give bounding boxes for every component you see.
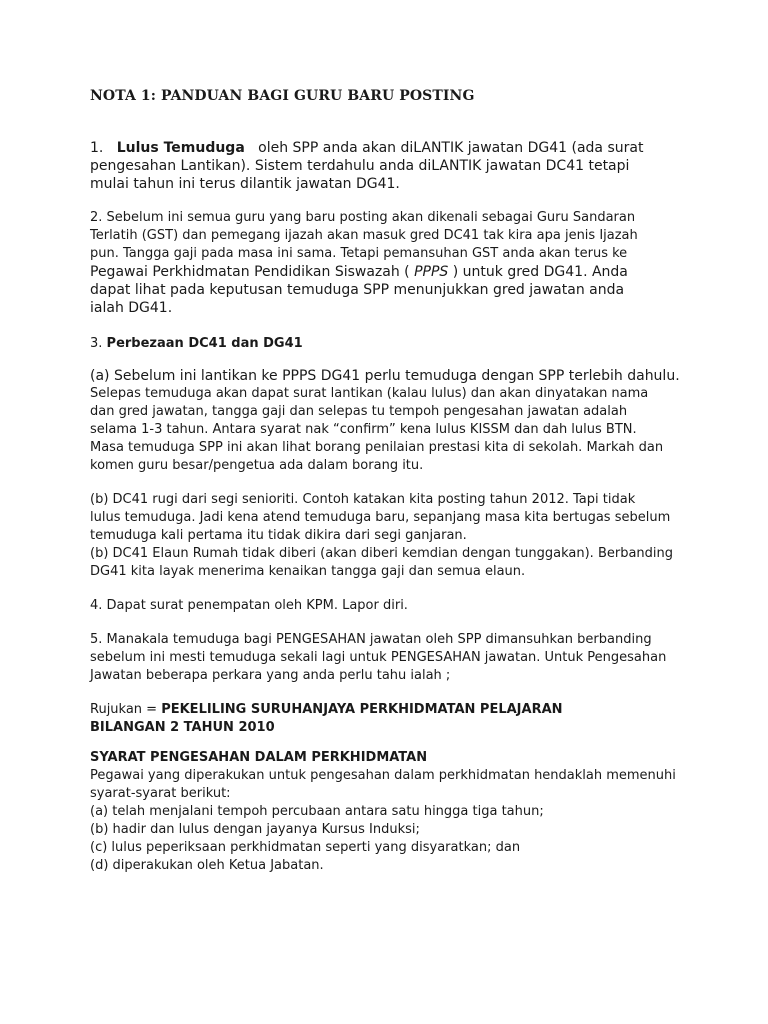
ppps-abbrev: PPPS — [414, 264, 449, 280]
document-page — [90, 88, 690, 875]
rujukan-title-line1: PEKELILING SURUHANJAYA PERKHIDMATAN PELAJARAN — [161, 702, 563, 717]
syarat-intro-line: syarat-syarat berikut: — [90, 786, 231, 801]
rujukan-prefix: Rujukan = — [90, 702, 162, 717]
section-2-line: Pegawai Perkhidmatan Pendidikan Siswazah ( PPPS ) untuk gred DG41. Anda — [90, 264, 628, 280]
rujukan — [90, 701, 690, 737]
syarat-item: (c) lulus peperiksaan perkhidmatan seperti yang disyaratkan; dan — [90, 840, 521, 855]
syarat-item: (d) diperakukan oleh Ketua Jabatan. — [90, 858, 324, 873]
syarat-item: (a) telah menjalani tempoh percubaan antara satu hingga tiga tahun; — [90, 804, 544, 819]
syarat-item: (b) hadir dan lulus dengan jayanya Kursus Induksi; — [90, 822, 420, 837]
section-1-text-b: pengesahan Lantikan). Sistem terdahulu anda diLANTIK jawatan DC41 tetapi — [90, 158, 630, 174]
section-1 — [90, 139, 690, 193]
section-3a-line: Selepas temuduga akan dapat surat lantikan (kalau lulus) dan akan dinyatakan nama — [90, 386, 649, 401]
section-5-line: Jawatan beberapa perkara yang anda perlu tahu ialah ; — [90, 668, 451, 683]
section-3a-line: komen guru besar/pengetua ada dalam borang itu. — [90, 458, 424, 473]
section-3b-line: lulus temuduga. Jadi kena atend temuduga baru, sepanjang masa kita bertugas sebelum — [90, 510, 671, 525]
section-3a — [90, 367, 690, 475]
section-1-text-c: mulai tahun ini terus dilantik jawatan DG41. — [90, 176, 400, 192]
section-3b-line: (b) DC41 rugi dari segi senioriti. Contoh katakan kita posting tahun 2012. Tapi tidak — [90, 492, 636, 507]
section-5-line: sebelum ini mesti temuduga sekali lagi untuk PENGESAHAN jawatan. Untuk Pengesahan — [90, 650, 667, 665]
section-3a-line: Masa temuduga SPP ini akan lihat borang penilaian prestasi kita di sekolah. Markah dan — [90, 440, 664, 455]
section-3b-line: (b) DC41 Elaun Rumah tidak diberi (akan diberi kemdian dengan tunggakan). Berbanding — [90, 546, 674, 561]
section-4: 4. Dapat surat penempatan oleh KPM. Lapor diri. — [90, 598, 408, 613]
section-3a-line: selama 1-3 tahun. Antara syarat nak “confirm” kena lulus KISSM dan dah lulus BTN. — [90, 422, 637, 437]
section-1-text-a: oleh SPP anda akan diLANTIK jawatan DG41 (ada surat — [258, 140, 644, 156]
section-2-line: pun. Tangga gaji pada masa ini sama. Tetapi pemansuhan GST anda akan terus ke — [90, 246, 628, 261]
section-3a-line: (a) Sebelum ini lantikan ke PPPS DG41 perlu temuduga dengan SPP terlebih dahulu. — [90, 368, 680, 384]
section-2-line: dapat lihat pada keputusan temuduga SPP menunjukkan gred jawatan anda — [90, 282, 625, 298]
section-3b-line: DG41 kita layak menerima kenaikan tangga gaji dan semua elaun. — [90, 564, 526, 579]
rujukan-title-line2: BILANGAN 2 TAHUN 2010 — [90, 720, 275, 735]
section-3-heading: Perbezaan DC41 dan DG41 — [106, 336, 303, 351]
syarat-section — [90, 749, 690, 875]
section-3b — [90, 491, 690, 581]
section-2 — [90, 209, 690, 317]
section-3-number: 3. — [90, 336, 103, 351]
syarat-intro-line: Pegawai yang diperakukan untuk pengesahan dalam perkhidmatan hendaklah memenuhi — [90, 768, 676, 783]
section-2-line: Terlatih (GST) dan pemegang ijazah akan masuk gred DC41 tak kira apa jenis Ijazah — [90, 228, 638, 243]
section-3-heading-row — [90, 335, 690, 353]
document-title: NOTA 1: PANDUAN BAGI GURU BARU POSTING — [90, 88, 475, 104]
section-2-line: ialah DG41. — [90, 300, 173, 316]
section-2-line: 2. Sebelum ini semua guru yang baru posting akan dikenali sebagai Guru Sandaran — [90, 210, 636, 225]
section-1-number: 1. — [90, 140, 104, 156]
syarat-heading: SYARAT PENGESAHAN DALAM PERKHIDMATAN — [90, 750, 428, 765]
section-5 — [90, 631, 690, 685]
section-3b-line: temuduga kali pertama itu tidak dikira dari segi ganjaran. — [90, 528, 467, 543]
section-1-heading: Lulus Temuduga — [116, 140, 245, 156]
section-3a-line: dan gred jawatan, tangga gaji dan selepas tu tempoh pengesahan jawatan adalah — [90, 404, 628, 419]
section-5-line: 5. Manakala temuduga bagi PENGESAHAN jawatan oleh SPP dimansuhkan berbanding — [90, 632, 652, 647]
